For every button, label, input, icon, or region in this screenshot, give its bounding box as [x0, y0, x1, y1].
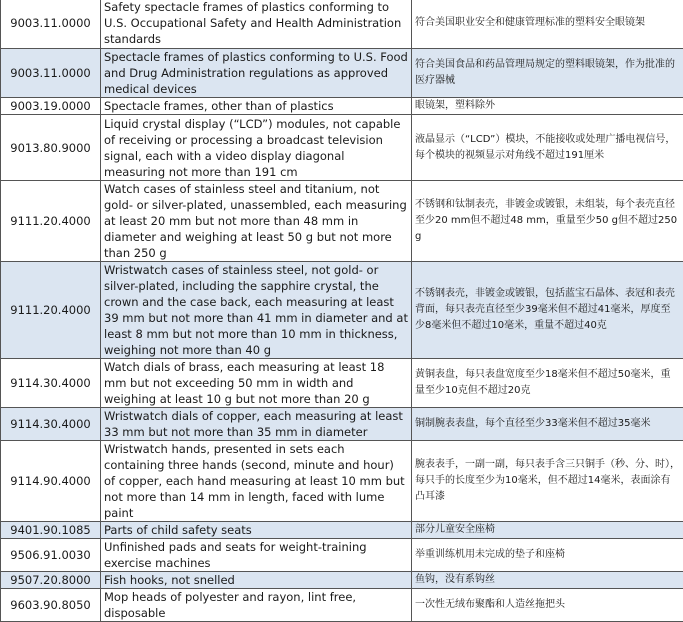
table-row	[1, 115, 683, 181]
description-zh-cell: 眼镜架，塑料除外	[412, 98, 683, 115]
table-row	[1, 98, 683, 115]
table-row	[1, 49, 683, 98]
description-en-cell: Unfinished pads and seats for weight-training exercise machines	[101, 539, 412, 572]
description-zh-cell: 符合美国职业安全和健康管理标准的塑料安全眼镜架	[412, 0, 683, 49]
table-row	[1, 589, 683, 622]
hts-code-cell: 9506.91.0030	[1, 539, 101, 572]
description-en-cell: Parts of child safety seats	[101, 522, 412, 539]
description-zh-cell: 铜制腕表表盘，每个直径至少33毫米但不超过35毫米	[412, 408, 683, 441]
description-zh-cell: 部分儿童安全座椅	[412, 522, 683, 539]
hts-code-cell: 9003.11.0000	[1, 49, 101, 98]
description-en-cell: Spectacle frames of plastics conforming to U.S. Food and Drug Administration regulations as approved medical devices	[101, 49, 412, 98]
description-zh-cell: 一次性无绒布聚酯和人造丝拖把头	[412, 589, 683, 622]
description-en-cell: Watch cases of stainless steel and titanium, not gold- or silver-plated, unassembled, each measuring at least 20 mm but not more than 48 mm in diameter and weighing at least 50 g but not more than 250 g	[101, 181, 412, 262]
table-row	[1, 539, 683, 572]
hts-code-cell: 9603.90.8050	[1, 589, 101, 622]
hts-code-cell: 9003.11.0000	[1, 0, 101, 49]
hts-code-cell: 9111.20.4000	[1, 181, 101, 262]
description-en-cell: Wristwatch hands, presented in sets each containing three hands (second, minute and hour) of copper, each hand measuring at least 10 mm but not more than 14 mm in length, faced with lume paint	[101, 441, 412, 522]
description-zh-cell: 腕表表手，一副一副，每只表手含三只铜手（秒、分、时），每只手的长度至少为10毫米，但不超过14毫米，表面涂有凸耳漆	[412, 441, 683, 522]
table-row	[1, 408, 683, 441]
description-zh-cell: 符合美国食品和药品管理局规定的塑料眼镜架，作为批准的医疗器械	[412, 49, 683, 98]
description-zh-cell: 鱼钩，没有系钩丝	[412, 572, 683, 589]
description-zh-cell: 液晶显示（“LCD”）模块，不能接收或处理广播电视信号，每个模块的视频显示对角线不超过191厘米	[412, 115, 683, 181]
description-en-cell: Wristwatch cases of stainless steel, not gold- or silver-plated, including the sapphire crystal, the crown and the case back, each measuring at least 39 mm but not more than 41 mm in diameter and at least 8 mm but not more than 10 mm in thickness, weighing not more than 40 g	[101, 262, 412, 359]
description-zh-cell: 举重训练机用未完成的垫子和座椅	[412, 539, 683, 572]
description-en-cell: Liquid crystal display (“LCD”) modules, not capable of receiving or processing a broadcast television signal, each with a video display diagonal measuring not more than 191 cm	[101, 115, 412, 181]
hts-code-cell: 9114.90.4000	[1, 441, 101, 522]
description-zh-cell: 不锈钢和钛制表壳，非镀金或镀银，未组装，每个表壳直径至少20 mm但不超过48 mm，重量至少50 g但不超过250 g	[412, 181, 683, 262]
table-row	[1, 181, 683, 262]
description-en-cell: Spectacle frames, other than of plastics	[101, 98, 412, 115]
description-en-cell: Safety spectacle frames of plastics conforming to U.S. Occupational Safety and Health Administration standards	[101, 0, 412, 49]
hts-code-cell: 9003.19.0000	[1, 98, 101, 115]
hts-code-cell: 9013.80.9000	[1, 115, 101, 181]
description-zh-cell: 黄铜表盘，每只表盘宽度至少18毫米但不超过50毫米，重量至少10克但不超过20克	[412, 359, 683, 408]
table-body	[1, 0, 683, 622]
table-row	[1, 359, 683, 408]
table-row	[1, 572, 683, 589]
description-zh-cell: 不锈钢表壳，非镀金或镀银，包括蓝宝石晶体、表冠和表壳背面，每只表壳直径至少39毫米但不超过41毫米，厚度至少8毫米但不超过10毫米，重量不超过40克	[412, 262, 683, 359]
description-en-cell: Mop heads of polyester and rayon, lint free, disposable	[101, 589, 412, 622]
hts-code-cell: 9111.20.4000	[1, 262, 101, 359]
hts-code-cell: 9114.30.4000	[1, 359, 101, 408]
description-en-cell: Fish hooks, not snelled	[101, 572, 412, 589]
table-row	[1, 0, 683, 49]
table-row	[1, 441, 683, 522]
description-en-cell: Watch dials of brass, each measuring at least 18 mm but not exceeding 50 mm in width and weighing at least 10 g but not more than 20 g	[101, 359, 412, 408]
hts-code-cell: 9114.30.4000	[1, 408, 101, 441]
hts-code-cell: 9401.90.1085	[1, 522, 101, 539]
hts-code-cell: 9507.20.8000	[1, 572, 101, 589]
description-en-cell: Wristwatch dials of copper, each measuring at least 33 mm but not more than 35 mm in diameter	[101, 408, 412, 441]
table-row	[1, 522, 683, 539]
table-row	[1, 262, 683, 359]
